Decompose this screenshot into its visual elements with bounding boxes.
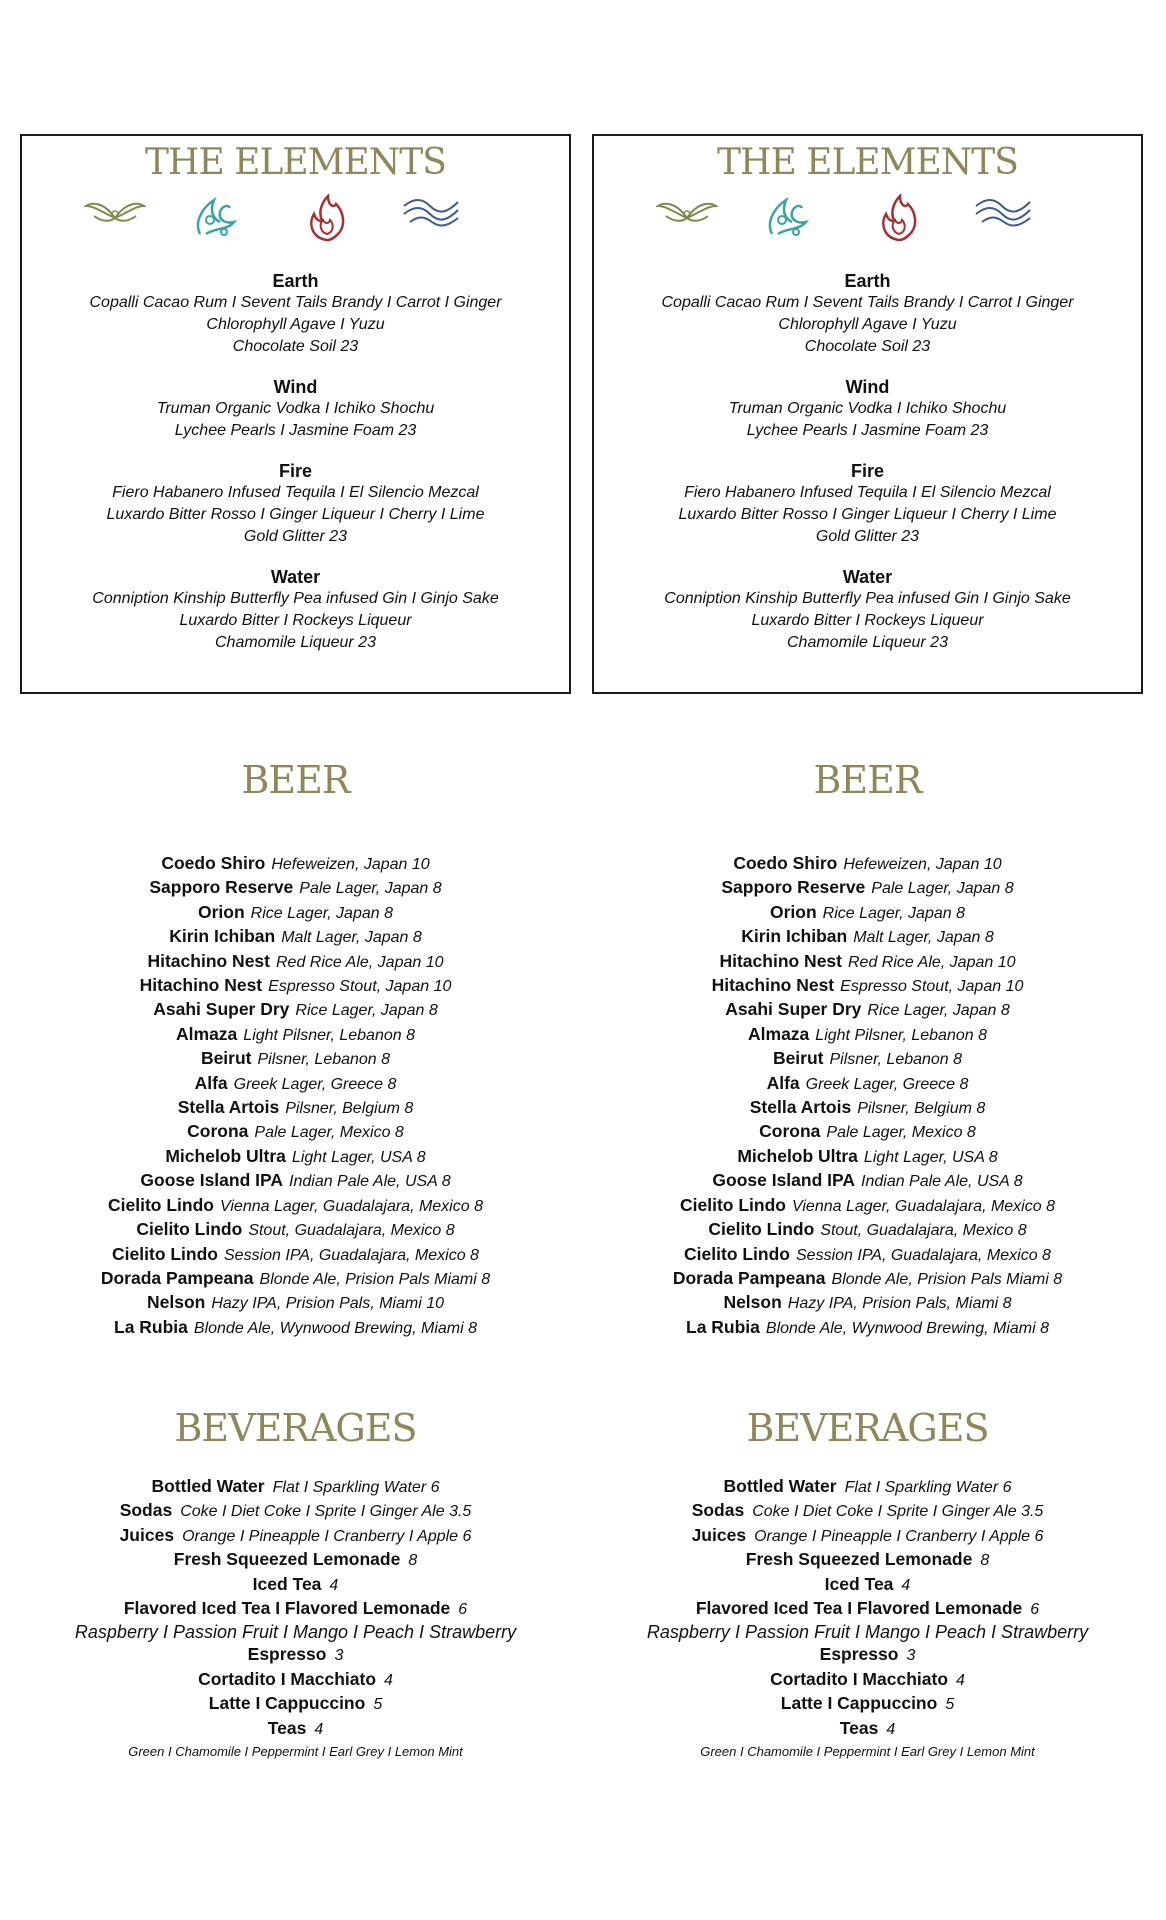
beer-item xyxy=(20,852,571,876)
beer-name: Michelob Ultra xyxy=(165,1145,286,1166)
beverage-item xyxy=(592,1573,1143,1597)
beer-item xyxy=(592,1145,1143,1169)
beer-description: Stout, Guadalajara, Mexico 8 xyxy=(248,1222,455,1240)
beer-description: Pilsner, Belgium 8 xyxy=(285,1100,414,1118)
earth-icon xyxy=(656,194,718,228)
beer-description: Vienna Lager, Guadalajara, Mexico 8 xyxy=(219,1197,483,1215)
beverage-description: 4 xyxy=(886,1720,896,1738)
beverage-name: Sodas xyxy=(691,1500,745,1521)
cocktail-ingredients: Luxardo Bitter Rosso I Ginger Liqueur I Cherry I Lime xyxy=(678,506,1057,523)
fire-icon xyxy=(876,194,922,242)
beer-description: Pilsner, Belgium 8 xyxy=(857,1100,986,1118)
beer-name: Corona xyxy=(187,1121,249,1142)
beer-item xyxy=(20,998,571,1022)
beer-item xyxy=(20,876,571,900)
beverage-name: Flavored Iced Tea I Flavored Lemonade xyxy=(123,1598,451,1619)
beverages-list xyxy=(20,1475,571,1763)
beer-name: Dorada Pampeana xyxy=(100,1267,254,1288)
cocktail-ingredients: Copalli Cacao Rum I Sevent Tails Brandy I Carrot I Ginger xyxy=(89,294,502,311)
beer-item xyxy=(592,974,1143,998)
cocktail-ingredients: Fiero Habanero Infused Tequila I El Silencio Mezcal xyxy=(112,484,479,501)
beer-name: Kirin Ichiban xyxy=(741,926,848,947)
beverage-name: Espresso xyxy=(819,1644,899,1665)
beverage-name: Fresh Squeezed Lemonade xyxy=(745,1549,973,1570)
beverage-flavors: Raspberry I Passion Fruit I Mango I Peach I Strawberry xyxy=(646,1622,1089,1643)
beer-description: Pale Lager, Japan 8 xyxy=(299,880,442,898)
beer-description: Light Pilsner, Lebanon 8 xyxy=(815,1026,987,1044)
beverage-item xyxy=(20,1499,571,1523)
beer-name: Corona xyxy=(759,1121,821,1142)
beer-name: Orion xyxy=(198,901,245,922)
beer-item xyxy=(592,1072,1143,1096)
beer-item xyxy=(20,950,571,974)
beer-description: Blonde Ale, Prision Pals Miami 8 xyxy=(259,1270,491,1288)
beer-name: Hitachino Nest xyxy=(711,975,835,996)
beer-item xyxy=(592,1120,1143,1144)
beer-title: BEER xyxy=(241,758,350,802)
beer-list xyxy=(592,852,1143,1340)
beer-item xyxy=(592,1316,1143,1340)
beer-description: Rice Lager, Japan 8 xyxy=(822,904,965,922)
beverage-item xyxy=(20,1717,571,1741)
beer-item xyxy=(592,998,1143,1022)
beer-description: Malt Lager, Japan 8 xyxy=(853,929,994,947)
beverage-description: 4 xyxy=(329,1576,339,1594)
beer-item xyxy=(20,1096,571,1120)
beer-name: Goose Island IPA xyxy=(140,1170,284,1191)
beverage-description: 8 xyxy=(408,1552,418,1570)
water-icon xyxy=(402,194,462,228)
beer-name: Alfa xyxy=(766,1072,800,1093)
beverage-name: Teas xyxy=(839,1717,879,1738)
beverage-flavors: Raspberry I Passion Fruit I Mango I Peach I Strawberry xyxy=(74,1622,517,1643)
beer-item xyxy=(592,1169,1143,1193)
beverage-name: Bottled Water xyxy=(151,1476,265,1496)
beverage-description: 4 xyxy=(314,1720,324,1738)
wind-icon xyxy=(192,194,238,240)
beer-item xyxy=(20,1218,571,1242)
element-icons xyxy=(594,194,1141,244)
cocktail-ingredients: Chlorophyll Agave I Yuzu xyxy=(778,316,957,333)
beverage-item xyxy=(20,1643,571,1667)
beer-name: Beirut xyxy=(772,1048,824,1069)
beer-description: Stout, Guadalajara, Mexico 8 xyxy=(820,1222,1027,1240)
beverage-item xyxy=(592,1668,1143,1692)
beer-name: Hitachino Nest xyxy=(719,950,842,971)
beer-name: Dorada Pampeana xyxy=(672,1267,826,1288)
beer-name: Michelob Ultra xyxy=(737,1145,858,1166)
beverage-name: Cortadito I Macchiato xyxy=(198,1668,377,1689)
beer-description: Vienna Lager, Guadalajara, Mexico 8 xyxy=(791,1197,1055,1215)
cocktail-name: Wind xyxy=(273,377,318,397)
beer-name: Nelson xyxy=(146,1292,206,1313)
beer-item xyxy=(592,1023,1143,1047)
earth-icon xyxy=(84,194,146,228)
water-icon xyxy=(974,194,1034,228)
cocktail-ingredients: Chlorophyll Agave I Yuzu xyxy=(206,316,385,333)
beer-description: Hazy IPA, Prision Pals, Miami 10 xyxy=(211,1295,445,1313)
beer-name: Almaza xyxy=(748,1023,810,1044)
beverage-description: 5 xyxy=(373,1696,383,1714)
beer-name: Cielito Lindo xyxy=(112,1243,218,1264)
beverage-description: Orange I Pineapple I Cranberry I Apple 6 xyxy=(754,1527,1044,1545)
beer-description: Light Pilsner, Lebanon 8 xyxy=(243,1026,415,1044)
beverage-item xyxy=(20,1548,571,1572)
beer-description: Blonde Ale, Wynwood Brewing, Miami 8 xyxy=(193,1319,477,1337)
cocktail-ingredients: Luxardo Bitter Rosso I Ginger Liqueur I Cherry I Lime xyxy=(106,506,485,523)
beer-name: Hitachino Nest xyxy=(147,950,270,971)
fire-icon xyxy=(304,194,350,242)
beer-description: Indian Pale Ale, USA 8 xyxy=(861,1173,1023,1191)
cocktail-ingredients: Truman Organic Vodka I Ichiko Shochu xyxy=(156,400,435,417)
beer-item xyxy=(592,1243,1143,1267)
beer-item xyxy=(592,925,1143,949)
beverage-name: Bottled Water xyxy=(723,1476,837,1496)
beverage-item xyxy=(20,1475,571,1499)
beer-description: Pale Lager, Mexico 8 xyxy=(826,1124,976,1142)
beverage-item xyxy=(592,1692,1143,1716)
beverages-title: BEVERAGES xyxy=(174,1406,417,1450)
beer-description: Indian Pale Ale, USA 8 xyxy=(289,1173,451,1191)
elements-title: THE ELEMENTS xyxy=(145,142,446,183)
beverage-description: 4 xyxy=(384,1671,393,1689)
beer-description: Rice Lager, Japan 8 xyxy=(250,904,393,922)
cocktail-ingredients: Fiero Habanero Infused Tequila I El Silencio Mezcal xyxy=(684,484,1051,501)
beer-name: Nelson xyxy=(723,1292,782,1313)
beer-description: Red Rice Ale, Japan 10 xyxy=(276,953,444,971)
beer-item xyxy=(20,974,571,998)
beer-name: Sapporo Reserve xyxy=(721,877,866,898)
beverage-item xyxy=(592,1524,1143,1548)
cocktail-item xyxy=(22,377,569,442)
beer-item xyxy=(592,1194,1143,1218)
cocktail-list xyxy=(594,271,1141,673)
beverage-item xyxy=(20,1668,571,1692)
beer-item xyxy=(20,1243,571,1267)
cocktail-list xyxy=(22,271,569,673)
beverage-item xyxy=(592,1499,1143,1523)
beer-name: Sapporo Reserve xyxy=(149,877,294,898)
beer-item xyxy=(592,876,1143,900)
cocktail-item xyxy=(22,461,569,548)
beer-item xyxy=(20,1145,571,1169)
beer-description: Light Lager, USA 8 xyxy=(291,1148,426,1166)
beer-name: Asahi Super Dry xyxy=(725,999,862,1020)
beverage-name: Fresh Squeezed Lemonade xyxy=(173,1549,401,1570)
cocktail-item xyxy=(22,567,569,654)
beer-item xyxy=(20,901,571,925)
beverage-name: Iced Tea xyxy=(824,1573,894,1594)
beverage-description: 4 xyxy=(901,1576,911,1594)
beverage-name: Juices xyxy=(691,1524,747,1545)
beverage-description: 6 xyxy=(1030,1601,1040,1619)
cocktail-ingredients: Luxardo Bitter I Rockeys Liqueur xyxy=(179,612,412,629)
beverage-item xyxy=(592,1475,1143,1499)
beverage-name: Juices xyxy=(119,1524,175,1545)
cocktail-ingredients: Copalli Cacao Rum I Sevent Tails Brandy I Carrot I Ginger xyxy=(661,294,1074,311)
beer-name: La Rubia xyxy=(686,1316,760,1337)
beer-description: Pale Lager, Mexico 8 xyxy=(254,1124,404,1142)
beer-item xyxy=(20,1316,571,1340)
tea-varieties: Green I Chamomile I Peppermint I Earl Grey I Lemon Mint xyxy=(128,1744,463,1760)
beverage-item xyxy=(20,1597,571,1621)
cocktail-item xyxy=(594,567,1141,654)
beer-description: Rice Lager, Japan 8 xyxy=(867,1002,1010,1020)
beverage-item xyxy=(592,1643,1143,1667)
cocktail-ingredients: Gold Glitter 23 xyxy=(815,528,920,545)
beer-description: Greek Lager, Greece 8 xyxy=(233,1075,397,1093)
cocktail-ingredients: Chamomile Liqueur 23 xyxy=(787,634,948,651)
beverages-title: BEVERAGES xyxy=(746,1406,989,1450)
beer-name: Stella Artois xyxy=(177,1097,280,1118)
cocktail-name: Water xyxy=(842,567,893,587)
cocktail-item xyxy=(22,271,569,358)
cocktail-ingredients: Conniption Kinship Butterfly Pea infused Gin I Ginjo Sake xyxy=(92,590,499,607)
beer-description: Session IPA, Guadalajara, Mexico 8 xyxy=(224,1246,479,1264)
beverage-name: Latte I Cappuccino xyxy=(780,1693,938,1714)
beverage-name: Teas xyxy=(267,1717,307,1738)
beverage-item xyxy=(592,1548,1143,1572)
elements-title: THE ELEMENTS xyxy=(717,142,1018,183)
beverage-item xyxy=(20,1524,571,1548)
beverage-item xyxy=(592,1597,1143,1621)
beer-description: Hazy IPA, Prision Pals, Miami 8 xyxy=(787,1295,1012,1313)
beer-name: Almaza xyxy=(176,1023,238,1044)
beer-name: Alfa xyxy=(194,1072,228,1093)
beer-item xyxy=(20,1023,571,1047)
cocktail-ingredients: Lychee Pearls I Jasmine Foam 23 xyxy=(746,422,989,439)
beer-description: Red Rice Ale, Japan 10 xyxy=(848,953,1016,971)
elements-box xyxy=(20,134,571,694)
beer-description: Light Lager, USA 8 xyxy=(863,1148,998,1166)
cocktail-item xyxy=(594,377,1141,442)
beer-name: La Rubia xyxy=(114,1316,188,1337)
wind-icon xyxy=(764,194,810,240)
cocktail-ingredients: Chocolate Soil 23 xyxy=(804,338,931,355)
beverage-item xyxy=(20,1573,571,1597)
element-icons xyxy=(22,194,569,244)
beer-item xyxy=(592,1047,1143,1071)
cocktail-ingredients: Truman Organic Vodka I Ichiko Shochu xyxy=(728,400,1007,417)
beer-item xyxy=(592,1267,1143,1291)
beer-item xyxy=(592,852,1143,876)
beer-name: Cielito Lindo xyxy=(680,1194,786,1215)
beer-item xyxy=(20,1194,571,1218)
beer-name: Orion xyxy=(770,901,817,922)
cocktail-name: Earth xyxy=(844,271,891,291)
beer-name: Hitachino Nest xyxy=(139,975,263,996)
cocktail-ingredients: Chamomile Liqueur 23 xyxy=(215,634,376,651)
beer-name: Kirin Ichiban xyxy=(169,926,276,947)
beer-name: Beirut xyxy=(200,1048,252,1069)
beverage-name: Sodas xyxy=(119,1500,173,1521)
beer-description: Pale Lager, Japan 8 xyxy=(871,880,1014,898)
cocktail-item xyxy=(594,461,1141,548)
beer-item xyxy=(592,901,1143,925)
beer-description: Rice Lager, Japan 8 xyxy=(295,1002,438,1020)
beer-item xyxy=(20,1047,571,1071)
beer-name: Coedo Shiro xyxy=(733,853,838,873)
cocktail-item xyxy=(594,271,1141,358)
beer-item xyxy=(20,1267,571,1291)
beverage-description: Flat I Sparkling Water 6 xyxy=(272,1479,440,1496)
tea-varieties: Green I Chamomile I Peppermint I Earl Grey I Lemon Mint xyxy=(700,1744,1035,1760)
beverage-description: 4 xyxy=(956,1671,965,1689)
beer-description: Pilsner, Lebanon 8 xyxy=(829,1051,963,1069)
beverage-description: Coke I Diet Coke I Sprite I Ginger Ale 3.5 xyxy=(752,1503,1044,1521)
cocktail-name: Fire xyxy=(278,461,312,481)
beer-title: BEER xyxy=(813,758,922,802)
beer-item xyxy=(20,1072,571,1096)
cocktail-name: Water xyxy=(270,567,321,587)
beverage-name: Flavored Iced Tea I Flavored Lemonade xyxy=(695,1598,1023,1619)
cocktail-ingredients: Chocolate Soil 23 xyxy=(232,338,359,355)
cocktail-ingredients: Luxardo Bitter I Rockeys Liqueur xyxy=(751,612,984,629)
beer-description: Pilsner, Lebanon 8 xyxy=(257,1051,391,1069)
beer-description: Espresso Stout, Japan 10 xyxy=(840,978,1024,996)
beverage-description: Coke I Diet Coke I Sprite I Ginger Ale 3.5 xyxy=(180,1503,472,1521)
beer-item xyxy=(20,925,571,949)
beverage-description: 5 xyxy=(945,1696,955,1714)
elements-box xyxy=(592,134,1143,694)
beer-item xyxy=(592,950,1143,974)
beverage-name: Iced Tea xyxy=(252,1573,322,1594)
beer-name: Stella Artois xyxy=(749,1097,852,1118)
beer-description: Session IPA, Guadalajara, Mexico 8 xyxy=(796,1246,1051,1264)
cocktail-name: Earth xyxy=(272,271,319,291)
beer-description: Espresso Stout, Japan 10 xyxy=(268,978,452,996)
beverage-item xyxy=(592,1717,1143,1741)
beer-item xyxy=(592,1218,1143,1242)
beverage-description: 3 xyxy=(334,1647,344,1665)
beverage-description: Flat I Sparkling Water 6 xyxy=(844,1479,1012,1496)
beer-description: Hefeweizen, Japan 10 xyxy=(843,856,1002,873)
beer-list xyxy=(20,852,571,1340)
beer-item xyxy=(20,1120,571,1144)
beer-description: Greek Lager, Greece 8 xyxy=(805,1075,969,1093)
beer-name: Cielito Lindo xyxy=(708,1219,815,1240)
beer-description: Hefeweizen, Japan 10 xyxy=(271,856,430,873)
beer-name: Asahi Super Dry xyxy=(153,999,290,1020)
beverage-description: Orange I Pineapple I Cranberry I Apple 6 xyxy=(182,1527,472,1545)
beer-name: Goose Island IPA xyxy=(712,1170,856,1191)
beer-description: Blonde Ale, Prision Pals Miami 8 xyxy=(831,1270,1063,1288)
beverage-description: 8 xyxy=(980,1552,990,1570)
beer-description: Blonde Ale, Wynwood Brewing, Miami 8 xyxy=(765,1319,1049,1337)
beer-item xyxy=(20,1291,571,1315)
beer-name: Coedo Shiro xyxy=(161,853,266,873)
beverage-name: Latte I Cappuccino xyxy=(208,1693,366,1714)
cocktail-ingredients: Conniption Kinship Butterfly Pea infused Gin I Ginjo Sake xyxy=(664,590,1071,607)
beer-name: Cielito Lindo xyxy=(108,1194,214,1215)
beer-name: Cielito Lindo xyxy=(684,1243,790,1264)
beer-name: Cielito Lindo xyxy=(136,1219,243,1240)
cocktail-name: Fire xyxy=(850,461,884,481)
cocktail-ingredients: Gold Glitter 23 xyxy=(243,528,348,545)
beverage-description: 6 xyxy=(458,1601,468,1619)
beer-item xyxy=(592,1291,1143,1315)
beverage-item xyxy=(20,1692,571,1716)
beverage-name: Cortadito I Macchiato xyxy=(770,1668,949,1689)
beer-item xyxy=(592,1096,1143,1120)
beverage-description: 3 xyxy=(906,1647,916,1665)
cocktail-name: Wind xyxy=(845,377,890,397)
beverages-list xyxy=(592,1475,1143,1763)
beer-item xyxy=(20,1169,571,1193)
cocktail-ingredients: Lychee Pearls I Jasmine Foam 23 xyxy=(174,422,417,439)
beverage-name: Espresso xyxy=(247,1644,327,1665)
beer-description: Malt Lager, Japan 8 xyxy=(281,929,422,947)
